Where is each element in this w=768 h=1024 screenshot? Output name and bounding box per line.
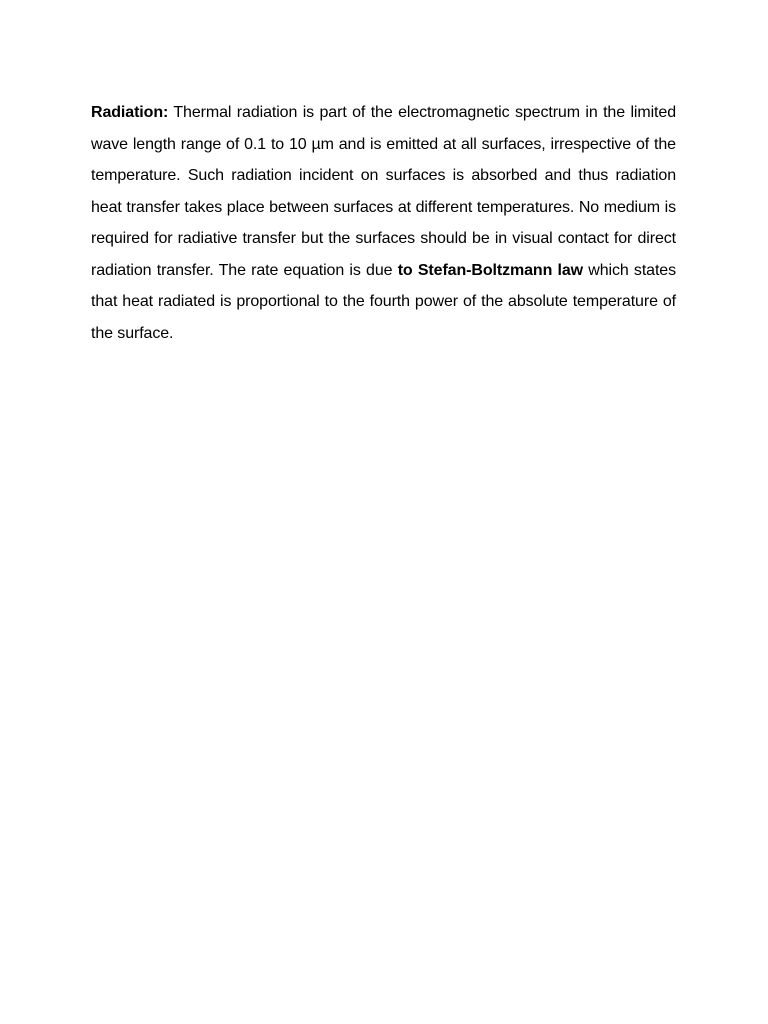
paragraph-heading: Radiation: xyxy=(91,104,169,121)
paragraph-text-part2: which states that heat radiated is proportional to the fourth power of the absolute temperature of the surface. xyxy=(91,261,677,342)
stefan-boltzmann-law-term: to Stefan-Boltzmann law xyxy=(397,261,583,279)
paragraph-text-part1: Thermal radiation is part of the electromagnetic spectrum in the limited wave length range of 0.1 to 10 µm and is emitted at all surfaces, irrespective of the temperature. Such radiation incident on surfaces is absorbed and thus radiation heat transfer takes place between surfaces at different temperatures. No medium is required for radiative transfer but the surfaces should be in visual contact for direct radiation transfer. The rate equation is due xyxy=(91,104,676,279)
radiation-paragraph xyxy=(91,97,676,349)
